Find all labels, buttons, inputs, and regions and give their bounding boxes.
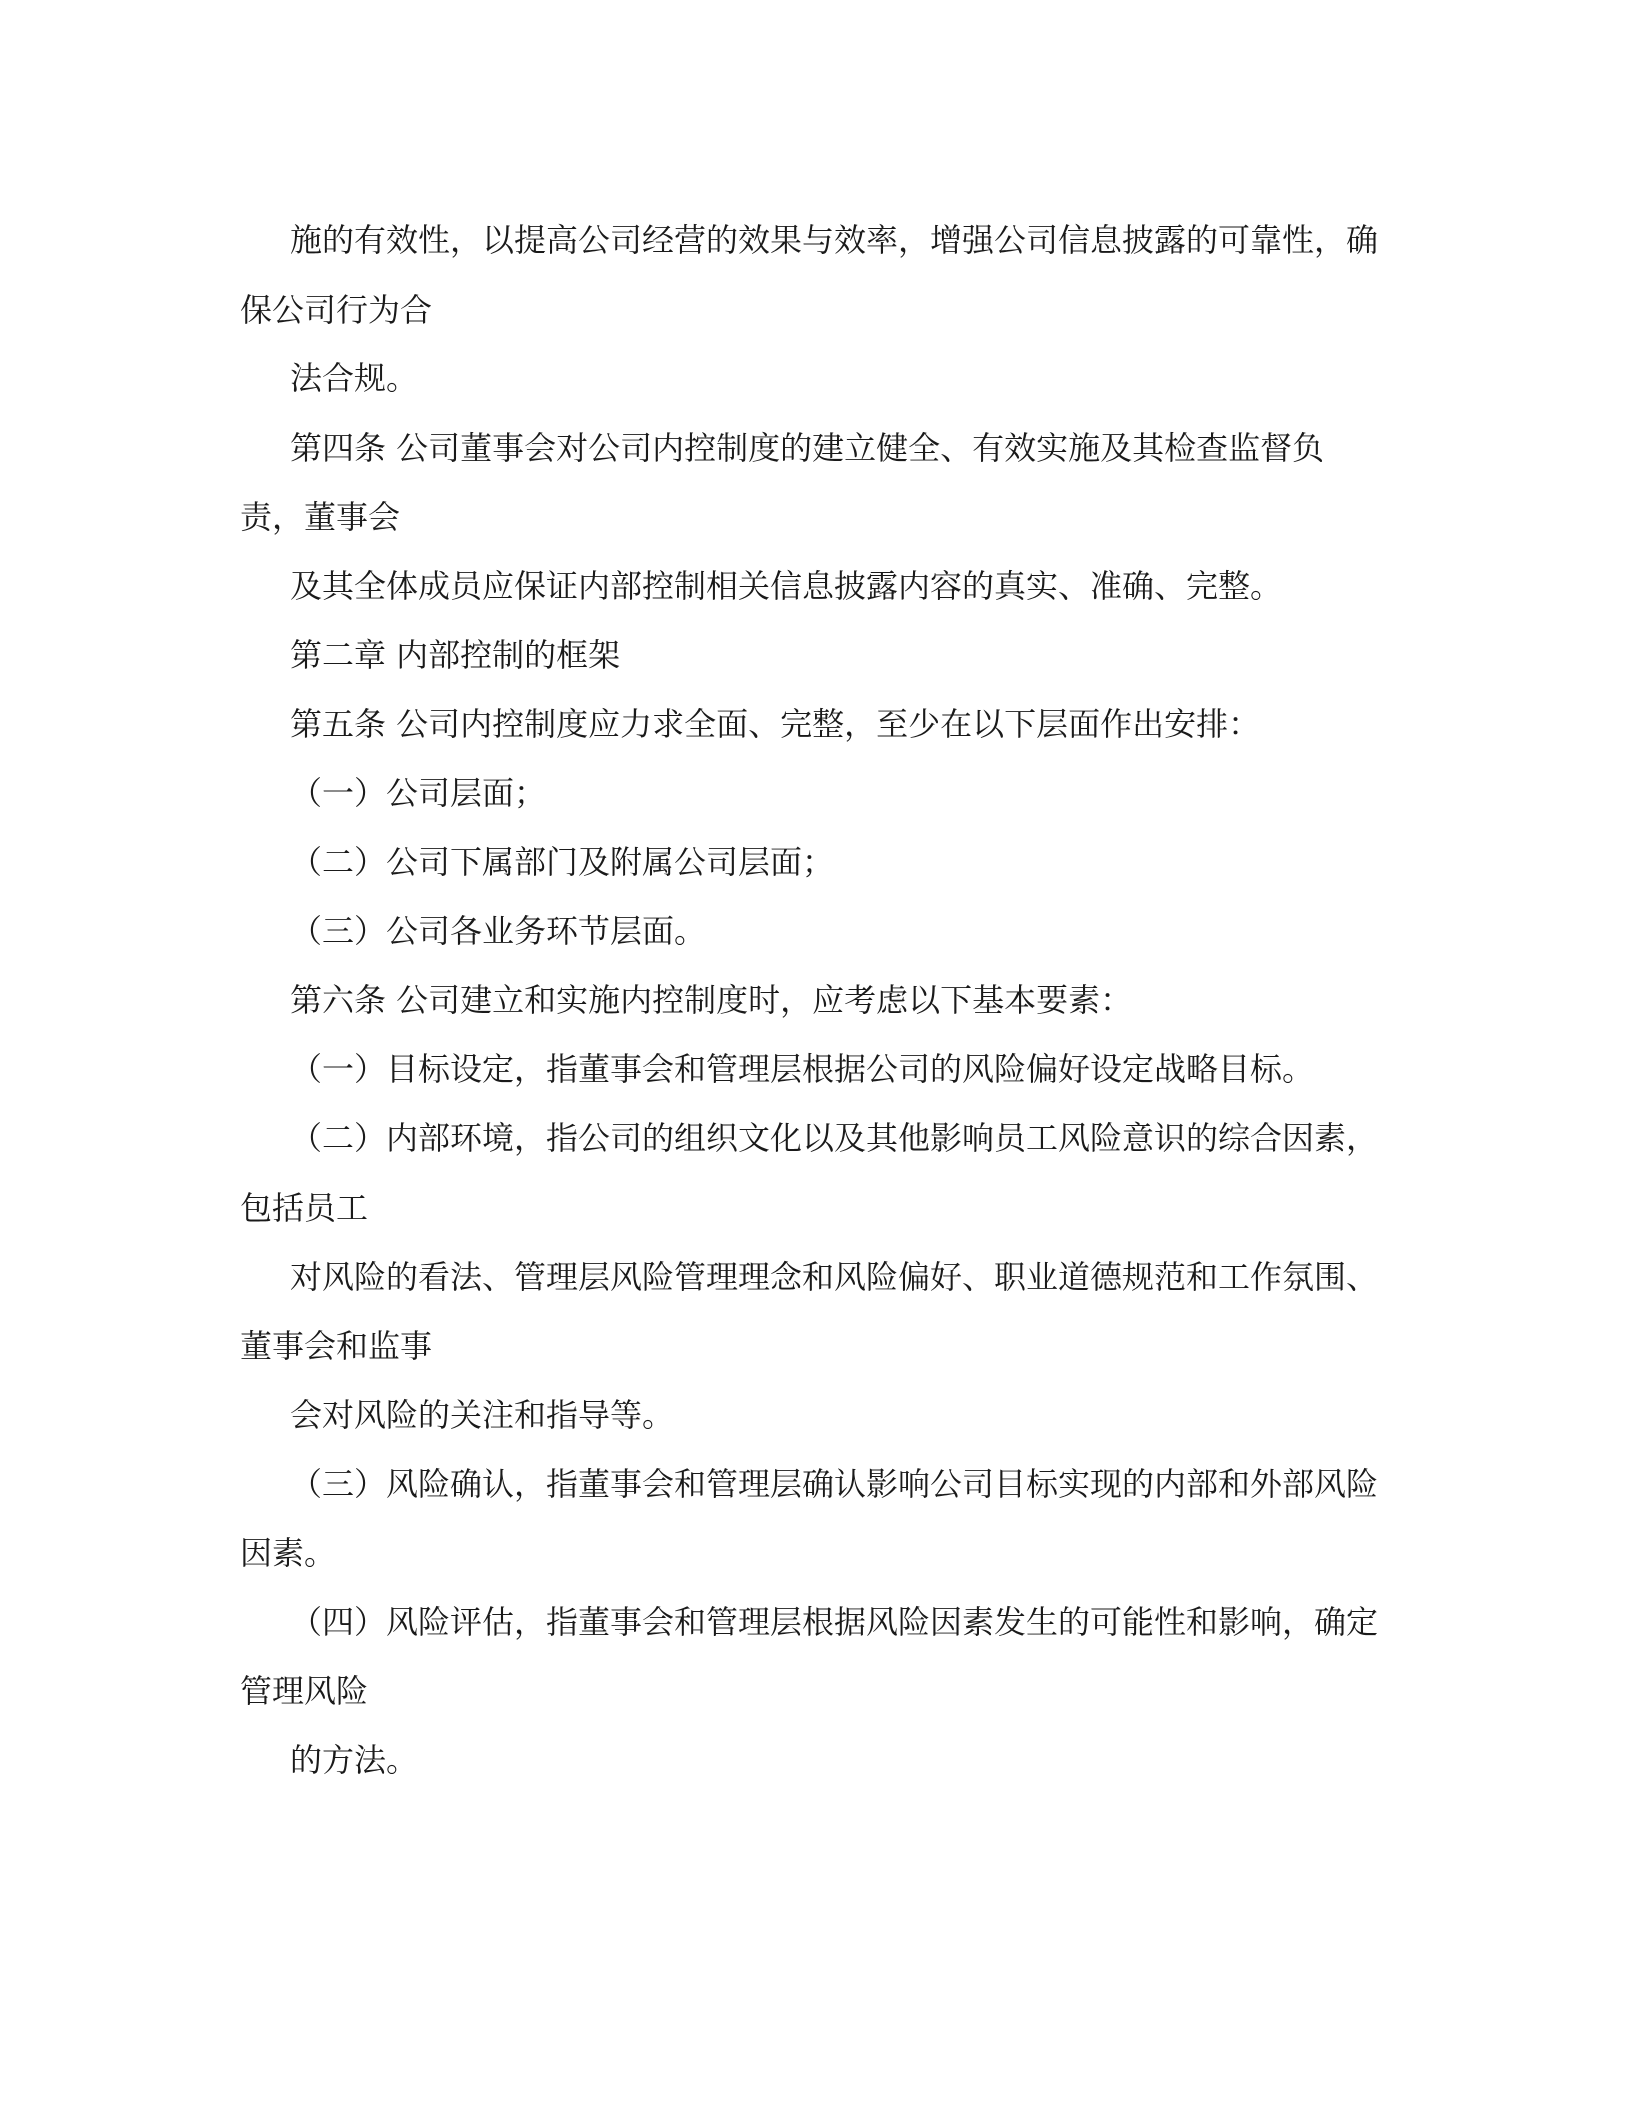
text-line: 管理风险 [240, 1672, 369, 1710]
text-line: 法合规。 [290, 359, 419, 397]
text-line: 第四条 公司董事会对公司内控制度的建立健全、有效实施及其检查监督负 [290, 429, 1325, 467]
text-line: 责，董事会 [240, 498, 401, 536]
list-item: （一）目标设定，指董事会和管理层根据公司的风险偏好设定战略目标。 [290, 1050, 1315, 1088]
text-line: 会对风险的关注和指导等。 [290, 1396, 675, 1434]
text-line: 对风险的看法、管理层风险管理理念和风险偏好、职业道德规范和工作氛围、 [290, 1258, 1379, 1296]
list-item: （二）内部环境，指公司的组织文化以及其他影响员工风险意识的综合因素， [290, 1119, 1379, 1157]
chapter-heading: 第二章 内部控制的框架 [290, 636, 621, 674]
text-line: 因素。 [240, 1534, 337, 1572]
text-line: 董事会和监事 [240, 1327, 433, 1365]
text-line: 包括员工 [240, 1189, 369, 1227]
text-line: 及其全体成员应保证内部控制相关信息披露内容的真实、准确、完整。 [290, 567, 1283, 605]
text-line: 第五条 公司内控制度应力求全面、完整，至少在以下层面作出安排： [290, 705, 1261, 743]
list-item: （二）公司下属部门及附属公司层面； [290, 843, 835, 881]
text-line: 的方法。 [290, 1741, 419, 1779]
list-item: （四）风险评估，指董事会和管理层根据风险因素发生的可能性和影响，确定 [290, 1603, 1379, 1641]
text-line: 施的有效性，以提高公司经营的效果与效率，增强公司信息披露的可靠性，确 [290, 221, 1379, 259]
list-item: （三）公司各业务环节层面。 [290, 912, 707, 950]
text-line: 保公司行为合 [240, 291, 433, 329]
list-item: （三）风险确认，指董事会和管理层确认影响公司目标实现的内部和外部风险 [290, 1465, 1379, 1503]
text-line: 第六条 公司建立和实施内控制度时，应考虑以下基本要素： [290, 981, 1133, 1019]
list-item: （一）公司层面； [290, 774, 547, 812]
